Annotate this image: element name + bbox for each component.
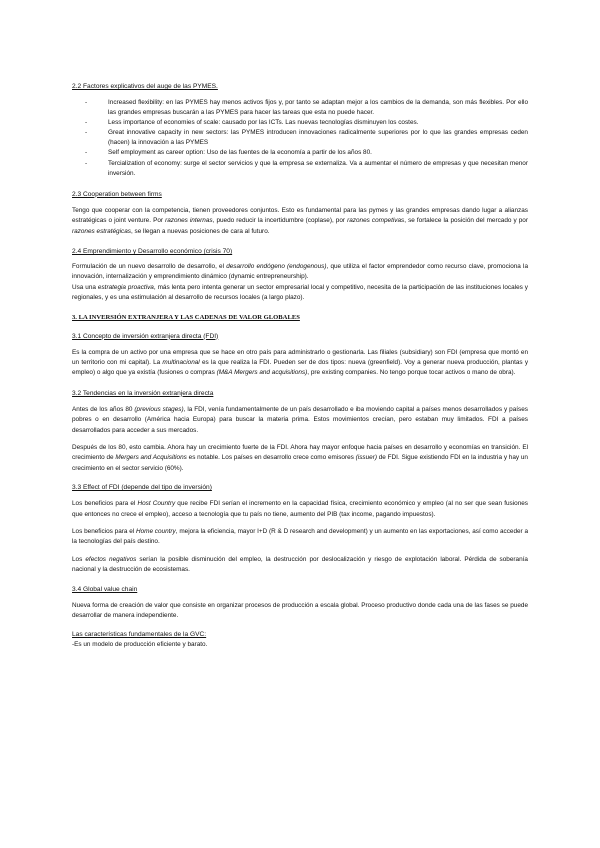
list-item: - Tercialization of economy: surge el sector servicios y que la empresa se externaliza. Va a aumentar el número de empresas y que necesitan menor inversión. bbox=[72, 159, 528, 179]
section-heading-3-3: 3.3 Effect of FDI (depende del tipo de inversión) bbox=[72, 484, 212, 492]
paragraph-emprendimiento: Formulación de un nuevo desarrollo de desarrollo, el desarrollo endógeno (endogenous), que utiliza el factor emprendedor como recurso clave, promociona la innovación, internalización y emprendimiento dinámico (dynamic entrepreneurship). bbox=[72, 262, 529, 281]
list-item: - Less importance of economies of scale: causado por las ICTs. Las nuevas tecnologías disminuyen los costes. bbox=[72, 118, 528, 128]
paragraph-estrategia: Usa una estrategia proactiva, más lenta pero intenta generar un sector empresarial local y competitivo, necesita de la participación de las instituciones locales y regionales, y es una estimulación al desarrollo de recursos locales (a largo plazo). bbox=[72, 283, 528, 302]
section-heading-3-4: 3.4 Global value chain bbox=[72, 585, 138, 593]
document-page bbox=[72, 82, 528, 650]
paragraph-negative-effects: Los efectos negativos serían la posible disminución del empleo, la destrucción por deslocalización y riesgo de explotación laboral. Pérdida de soberanía nacional y la destrucción de ecosistemas. bbox=[72, 555, 528, 574]
paragraph-host-country: Los beneficios para el Host Country que recibe FDI serían el incremento en la capacidad física, crecimiento económico y empleo (al no ser que sean fusiones que entonces no crece el empleo), acceso a tecnología que tu país no tiene, aumento del PIB (tax income, pagando impuestos). bbox=[72, 500, 528, 518]
gvc-characteristic-line: -Es un modelo de producción eficiente y barato. bbox=[72, 640, 208, 648]
paragraph-home-country: Los beneficios para el Home country, mejora la eficiencia, mayor I+D (R & D research and development) y un aumento en las exportaciones, así como acceder a la tecnologías del país destino. bbox=[72, 528, 529, 546]
section-heading-2-2: 2.2 Factores explicativos del auge de las PYMES. bbox=[72, 83, 218, 90]
section-heading-2-3: 2.3 Cooperation between firms bbox=[72, 190, 162, 198]
list-item: - Great innovative capacity in new sectors: las PYMES introducen innovaciones radicalmente superiores por lo que las grandes empresas ceden (hacen) la innovación a las PYMES bbox=[72, 128, 528, 148]
paragraph-fdi-before-80: Antes de los años 80 (previous stages), la FDI, venía fundamentalmente de un país desarrollado e iba moviendo capital a países menos desarrollados y países pobres o en desarrollo (América hacia Europa) para buscar la materia prima. Estos movimientos crecían, pero estaban muy limitados. FDI a países desarrollados para acceder a sus mercados. bbox=[72, 405, 528, 434]
list-item: - Increased flexibility: en las PYMES hay menos activos fijos y, por tanto se adaptan mejor a los cambios de la demanda, son más flexibles. Por ello las grandes empresas buscarán a las PYMES para hacer las tareas que esta no puede hacer. bbox=[72, 98, 528, 118]
chapter-heading-3: 3. LA INVERSIÓN EXTRANJERA Y LAS CADENAS DE VALOR GLOBALES bbox=[72, 313, 300, 321]
section-heading-2-4: 2.4 Emprendimiento y Desarrollo económico (crisis 70) bbox=[72, 247, 233, 255]
paragraph-gvc: Nueva forma de creación de valor que consiste en organizar procesos de producción a escala global. Proceso productivo donde cada una de las fases se puede desarrollar de manera independiente. bbox=[72, 601, 528, 620]
section-heading-3-1: 3.1 Concepto de inversión extranjera directa (FDI) bbox=[72, 332, 219, 340]
section-heading-3-2: 3.2 Tendencias en la inversión extranjera directa bbox=[72, 389, 214, 397]
paragraph-fdi-concept: Es la compra de un activo por una empresa que se hace en otro país para administrarlo o gestionarla. Las filiales (subsidiary) son FDI (empresa que montó en un territorio con mi capital). La multinacional es la que realiza la FDI. Pueden ser de dos tipos: nueva (greenfield). Voy a generar nueva producción, plantas y empleo) o algo que ya existía (fusiones o compras (M&A Mergers and acquisitions), pre existing companies. No tengo porque tocar activos o mano de obra). bbox=[72, 348, 529, 377]
list-item: - Self employment as career option: Uso de las fuentes de la economía a partir de los años 80. bbox=[72, 148, 528, 158]
subheading-gvc-characteristics: Las características fundamentales de la GVC: bbox=[72, 630, 207, 638]
paragraph-fdi-after-80: Después de los 80, esto cambia. Ahora hay un crecimiento fuerte de la FDI. Ahora hay mayor enfoque hacia países en desarrollo y economías en transición. El crecimiento de Mergers and Acquisitions es notable. Los países en desarrollo crece como emisores (issuer) de FDI. Sigue existiendo FDI en la industria y hay un crecimiento en el sector servicio (60%). bbox=[72, 444, 528, 472]
paragraph-cooperation: Tengo que cooperar con la competencia, tienen proveedores conjuntos. Esto es fundamental para las pymes y las grandes empresas dando lugar a alianzas estratégicas o joint venture. Por razones internas, puedo reducir la incertidumbre (coplase), por razones competivas, se fortalece la posición del mercado y por razones estratégicas, se llegan a nuevas posiciones de cara al futuro. bbox=[72, 206, 528, 235]
bullet-list-pymes bbox=[72, 98, 528, 179]
